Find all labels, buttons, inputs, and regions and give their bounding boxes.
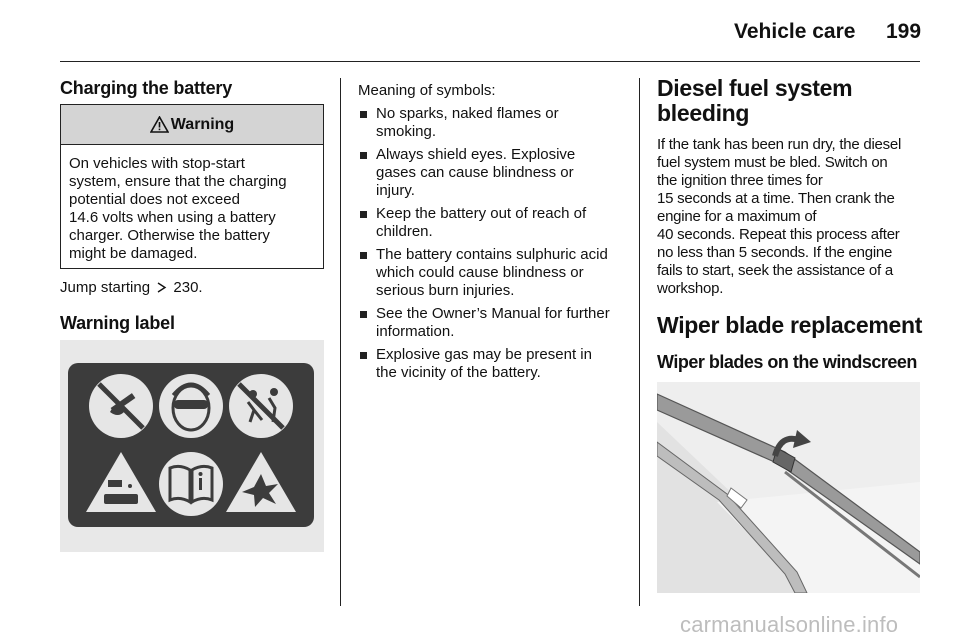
- list-item-line: No sparks, naked flames or: [376, 105, 559, 122]
- diesel-heading: [657, 76, 923, 126]
- page-number: 199: [886, 20, 922, 43]
- diesel-text: [657, 136, 923, 298]
- list-item-line: Always shield eyes. Explosive: [376, 146, 576, 163]
- list-item: [358, 305, 624, 341]
- list-item-line: children.: [376, 223, 433, 240]
- warning-label-image: [60, 340, 324, 552]
- watermark: carmanualsonline.info: [680, 612, 899, 637]
- no-flames-icon: [89, 374, 153, 438]
- list-item-line: gases can cause blindness or: [376, 164, 574, 181]
- list-item: [358, 205, 624, 241]
- list-item: [358, 105, 624, 141]
- diesel-line: no less than 5 seconds. If the engine: [657, 244, 893, 261]
- diesel-line: 40 seconds. Repeat this process after: [657, 226, 900, 243]
- diesel-line: 15 seconds at a time. Then crank the: [657, 190, 895, 207]
- eye-protection-icon: [159, 374, 223, 438]
- column-divider-1: [340, 78, 341, 606]
- list-item: [358, 246, 624, 300]
- warning-text: [61, 145, 323, 263]
- diesel-line: fuel system must be bled. Switch on: [657, 154, 888, 171]
- wiper-blade-image: [657, 382, 920, 593]
- jump-starting-reference[interactable]: [60, 279, 203, 297]
- symbols-column: [358, 82, 624, 382]
- wiper-blade-illustration: [657, 382, 920, 593]
- list-item-line: Keep the battery out of reach of: [376, 205, 587, 222]
- warning-label-graphic: [60, 340, 324, 552]
- wiper-subheading: Wiper blades on the windscreen: [657, 352, 917, 372]
- list-item-line: information.: [376, 323, 455, 340]
- list-item-line: The battery contains sulphuric acid: [376, 246, 608, 263]
- list-item: [358, 346, 624, 382]
- header-rule: [60, 61, 920, 62]
- warning-line: system, ensure that the charging: [69, 173, 287, 190]
- warning-header: [61, 105, 323, 145]
- diesel-line: engine for a maximum of: [657, 208, 817, 225]
- column-divider-2: [639, 78, 640, 606]
- diesel-heading-line: Diesel fuel system: [657, 75, 853, 101]
- diesel-line: workshop.: [657, 280, 724, 297]
- page-reference-arrow-icon: [156, 282, 167, 293]
- list-item-line: Explosive gas may be present in: [376, 346, 592, 363]
- list-item-line: which could cause blindness or: [376, 264, 584, 281]
- symbols-intro: Meaning of symbols:: [358, 82, 496, 99]
- jump-page: 230.: [173, 279, 203, 296]
- warning-line: 14.6 volts when using a battery: [69, 209, 276, 226]
- section-title: Vehicle care: [734, 20, 856, 43]
- list-item: [358, 146, 624, 200]
- diesel-line: If the tank has been run dry, the diesel: [657, 136, 902, 153]
- warning-triangle-icon: [150, 116, 169, 133]
- wiper-heading: Wiper blade replacement: [657, 312, 923, 338]
- jump-text: Jump starting: [60, 279, 151, 296]
- list-item-line: injury.: [376, 182, 415, 199]
- warning-line: might be damaged.: [69, 245, 198, 262]
- warning-box: [60, 104, 324, 269]
- list-item-line: smoking.: [376, 123, 437, 140]
- read-manual-icon: [159, 452, 223, 516]
- diesel-line: the ignition three times for: [657, 172, 823, 189]
- list-item-line: See the Owner’s Manual for further: [376, 305, 610, 322]
- charging-heading: Charging the battery: [60, 78, 233, 98]
- warning-line: On vehicles with stop-start: [69, 155, 245, 172]
- warning-label-heading: Warning label: [60, 313, 175, 333]
- warning-line: potential does not exceed: [69, 191, 240, 208]
- warning-title: Warning: [170, 115, 235, 133]
- diesel-heading-line: bleeding: [657, 100, 750, 126]
- list-item-line: serious burn injuries.: [376, 282, 515, 299]
- warning-line: charger. Otherwise the battery: [69, 227, 270, 244]
- list-item-line: the vicinity of the battery.: [376, 364, 541, 381]
- diesel-line: fails to start, seek the assistance of a: [657, 262, 893, 279]
- keep-children-away-icon: [229, 374, 293, 438]
